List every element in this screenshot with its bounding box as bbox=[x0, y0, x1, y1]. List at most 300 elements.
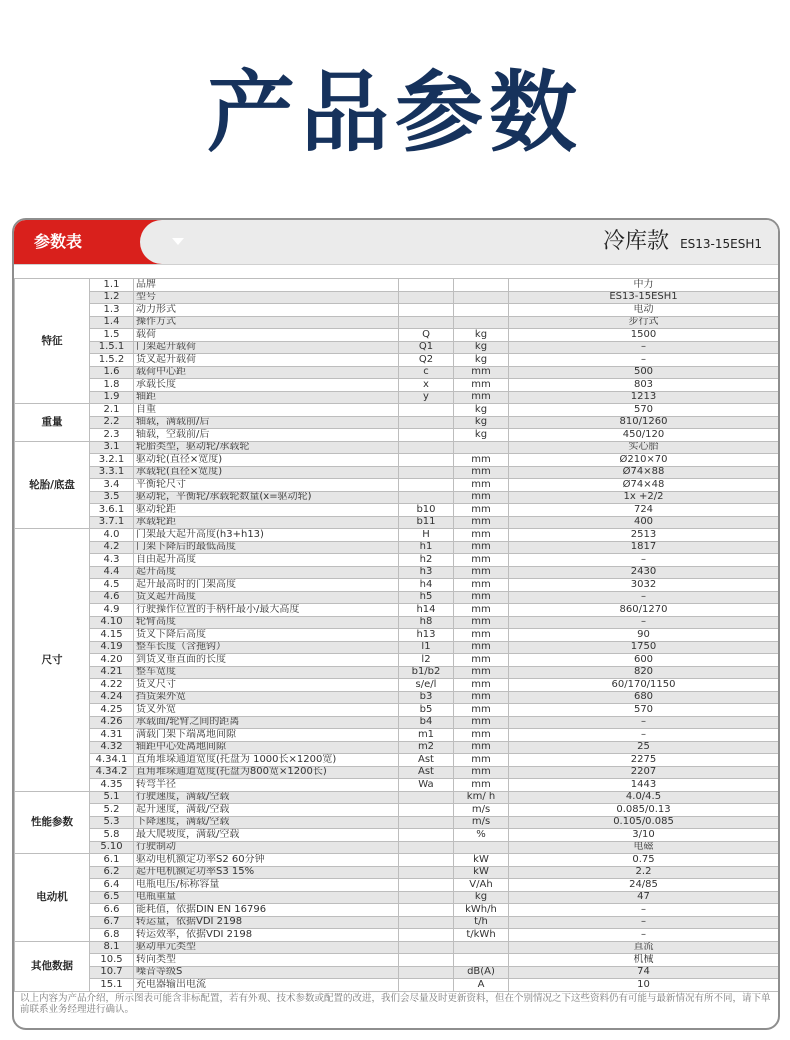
param-name: 转弯半径 bbox=[134, 779, 399, 792]
param-value: – bbox=[509, 341, 779, 354]
row-index: 4.4 bbox=[90, 566, 134, 579]
row-index: 5.3 bbox=[90, 816, 134, 829]
param-name: 最大爬坡度，满载/空载 bbox=[134, 829, 399, 842]
spec-table bbox=[14, 278, 779, 992]
param-name: 整车宽度 bbox=[134, 666, 399, 679]
table-row bbox=[15, 466, 779, 479]
param-unit: kg bbox=[454, 891, 509, 904]
param-value: – bbox=[509, 616, 779, 629]
row-index: 6.2 bbox=[90, 866, 134, 879]
row-index: 4.34.2 bbox=[90, 766, 134, 779]
param-value: – bbox=[509, 554, 779, 567]
row-index: 5.8 bbox=[90, 829, 134, 842]
param-value: 0.75 bbox=[509, 854, 779, 867]
param-symbol bbox=[399, 816, 454, 829]
param-name: 门架最大起升高度(h3+h13) bbox=[134, 529, 399, 542]
table-row bbox=[15, 379, 779, 392]
param-value: 2.2 bbox=[509, 866, 779, 879]
table-row bbox=[15, 854, 779, 867]
row-index: 1.6 bbox=[90, 366, 134, 379]
param-value: 90 bbox=[509, 629, 779, 642]
row-index: 1.5 bbox=[90, 329, 134, 342]
param-name: 门架起升载荷 bbox=[134, 341, 399, 354]
table-row bbox=[15, 279, 779, 292]
param-name: 行驶速度，满载/空载 bbox=[134, 791, 399, 804]
param-name: 型号 bbox=[134, 291, 399, 304]
row-index: 4.20 bbox=[90, 654, 134, 667]
param-value: 电动 bbox=[509, 304, 779, 317]
table-row bbox=[15, 441, 779, 454]
param-symbol bbox=[399, 466, 454, 479]
param-value: 机械 bbox=[509, 954, 779, 967]
row-index: 3.2.1 bbox=[90, 454, 134, 467]
param-unit bbox=[454, 291, 509, 304]
param-unit: kg bbox=[454, 329, 509, 342]
param-unit: mm bbox=[454, 466, 509, 479]
param-unit: mm bbox=[454, 754, 509, 767]
param-value: 60/170/1150 bbox=[509, 679, 779, 692]
row-index: 4.34.1 bbox=[90, 754, 134, 767]
param-name: 载荷中心距 bbox=[134, 366, 399, 379]
param-symbol bbox=[399, 441, 454, 454]
param-symbol: b3 bbox=[399, 691, 454, 704]
table-row bbox=[15, 829, 779, 842]
param-value: 1x +2/2 bbox=[509, 491, 779, 504]
param-name: 载荷 bbox=[134, 329, 399, 342]
param-symbol: Ast bbox=[399, 754, 454, 767]
param-unit bbox=[454, 841, 509, 854]
row-index: 3.1 bbox=[90, 441, 134, 454]
group-label: 其他数据 bbox=[15, 941, 90, 991]
group-label: 性能参数 bbox=[15, 791, 90, 854]
table-row bbox=[15, 404, 779, 417]
param-symbol bbox=[399, 891, 454, 904]
table-row bbox=[15, 416, 779, 429]
table-row bbox=[15, 291, 779, 304]
param-value: 1213 bbox=[509, 391, 779, 404]
row-index: 2.1 bbox=[90, 404, 134, 417]
param-name: 驱动轮(直径×宽度) bbox=[134, 454, 399, 467]
row-index: 1.5.1 bbox=[90, 341, 134, 354]
table-row bbox=[15, 779, 779, 792]
table-row bbox=[15, 904, 779, 917]
group-label: 重量 bbox=[15, 404, 90, 442]
param-name: 起升高度 bbox=[134, 566, 399, 579]
param-value: Ø74×88 bbox=[509, 466, 779, 479]
param-value: 2275 bbox=[509, 754, 779, 767]
table-row bbox=[15, 741, 779, 754]
chevron-down-icon[interactable] bbox=[172, 238, 184, 245]
row-index: 4.10 bbox=[90, 616, 134, 629]
param-name: 行驶操作位置的手柄杆最小/最大高度 bbox=[134, 604, 399, 617]
row-index: 15.1 bbox=[90, 979, 134, 992]
param-symbol: b5 bbox=[399, 704, 454, 717]
param-name: 行驶制动 bbox=[134, 841, 399, 854]
table-row bbox=[15, 816, 779, 829]
row-index: 4.31 bbox=[90, 729, 134, 742]
model-code: ES13-15ESH1 bbox=[680, 237, 762, 251]
param-value: 1750 bbox=[509, 641, 779, 654]
param-value: – bbox=[509, 591, 779, 604]
param-symbol: h3 bbox=[399, 566, 454, 579]
param-unit: mm bbox=[454, 516, 509, 529]
param-name: 驱动轮，平衡轮/承载轮数量(x=驱动轮) bbox=[134, 491, 399, 504]
param-symbol bbox=[399, 416, 454, 429]
param-symbol bbox=[399, 854, 454, 867]
param-symbol bbox=[399, 491, 454, 504]
table-row bbox=[15, 704, 779, 717]
param-unit bbox=[454, 954, 509, 967]
row-index: 4.24 bbox=[90, 691, 134, 704]
param-name: 门架下降后的最低高度 bbox=[134, 541, 399, 554]
row-index: 3.3.1 bbox=[90, 466, 134, 479]
table-row bbox=[15, 554, 779, 567]
param-symbol: Q1 bbox=[399, 341, 454, 354]
param-name: 货叉起升高度 bbox=[134, 591, 399, 604]
param-unit: mm bbox=[454, 641, 509, 654]
table-row bbox=[15, 791, 779, 804]
row-index: 4.0 bbox=[90, 529, 134, 542]
param-symbol bbox=[399, 791, 454, 804]
param-value: 4.0/4.5 bbox=[509, 791, 779, 804]
row-index: 1.1 bbox=[90, 279, 134, 292]
param-symbol: h14 bbox=[399, 604, 454, 617]
table-row bbox=[15, 341, 779, 354]
param-value: 直流 bbox=[509, 941, 779, 954]
table-row bbox=[15, 666, 779, 679]
param-value: 74 bbox=[509, 966, 779, 979]
param-value: 450/120 bbox=[509, 429, 779, 442]
param-unit bbox=[454, 316, 509, 329]
param-name: 转运效率，依据VDI 2198 bbox=[134, 929, 399, 942]
param-unit: m/s bbox=[454, 816, 509, 829]
param-value: 步行式 bbox=[509, 316, 779, 329]
param-unit: kg bbox=[454, 341, 509, 354]
table-row bbox=[15, 691, 779, 704]
row-index: 2.2 bbox=[90, 416, 134, 429]
row-index: 4.5 bbox=[90, 579, 134, 592]
param-unit: mm bbox=[454, 379, 509, 392]
param-name: 货叉外宽 bbox=[134, 704, 399, 717]
param-symbol: b1/b2 bbox=[399, 666, 454, 679]
param-symbol bbox=[399, 929, 454, 942]
param-symbol: Wa bbox=[399, 779, 454, 792]
param-name: 电瓶电压/标称容量 bbox=[134, 879, 399, 892]
param-name: 噪音等级S bbox=[134, 966, 399, 979]
param-name: 整车长度（含拖钩） bbox=[134, 641, 399, 654]
param-unit: mm bbox=[454, 366, 509, 379]
row-index: 4.26 bbox=[90, 716, 134, 729]
param-name: 自重 bbox=[134, 404, 399, 417]
param-value: 400 bbox=[509, 516, 779, 529]
param-symbol: b10 bbox=[399, 504, 454, 517]
row-index: 1.5.2 bbox=[90, 354, 134, 367]
param-value: – bbox=[509, 716, 779, 729]
param-symbol: Q2 bbox=[399, 354, 454, 367]
param-name: 直角堆垛通道宽度(托盘为800宽×1200长) bbox=[134, 766, 399, 779]
row-index: 4.22 bbox=[90, 679, 134, 692]
param-name: 轮胎类型，驱动轮/承载轮 bbox=[134, 441, 399, 454]
param-name: 驱动轮距 bbox=[134, 504, 399, 517]
table-row bbox=[15, 916, 779, 929]
row-index: 4.15 bbox=[90, 629, 134, 642]
param-symbol: h1 bbox=[399, 541, 454, 554]
table-row bbox=[15, 941, 779, 954]
param-value: ES13-15ESH1 bbox=[509, 291, 779, 304]
table-row bbox=[15, 866, 779, 879]
group-label: 尺寸 bbox=[15, 529, 90, 792]
table-row bbox=[15, 579, 779, 592]
table-row bbox=[15, 979, 779, 992]
param-unit: mm bbox=[454, 554, 509, 567]
table-row bbox=[15, 354, 779, 367]
param-symbol bbox=[399, 404, 454, 417]
row-index: 5.1 bbox=[90, 791, 134, 804]
table-row bbox=[15, 966, 779, 979]
table-row bbox=[15, 366, 779, 379]
row-index: 10.5 bbox=[90, 954, 134, 967]
param-unit: mm bbox=[454, 504, 509, 517]
param-symbol: Q bbox=[399, 329, 454, 342]
param-value: 860/1270 bbox=[509, 604, 779, 617]
param-name: 货叉起升载荷 bbox=[134, 354, 399, 367]
group-label: 特征 bbox=[15, 279, 90, 404]
param-unit: kg bbox=[454, 429, 509, 442]
table-row bbox=[15, 716, 779, 729]
param-value: 2513 bbox=[509, 529, 779, 542]
param-name: 轴载，满载前/后 bbox=[134, 416, 399, 429]
table-row bbox=[15, 891, 779, 904]
param-unit: kg bbox=[454, 416, 509, 429]
row-index: 6.6 bbox=[90, 904, 134, 917]
param-symbol: Ast bbox=[399, 766, 454, 779]
param-unit: % bbox=[454, 829, 509, 842]
param-value: 24/85 bbox=[509, 879, 779, 892]
param-symbol: b11 bbox=[399, 516, 454, 529]
param-symbol: h8 bbox=[399, 616, 454, 629]
table-row bbox=[15, 604, 779, 617]
table-row bbox=[15, 954, 779, 967]
param-unit: dB(A) bbox=[454, 966, 509, 979]
param-symbol bbox=[399, 904, 454, 917]
param-value: 电磁 bbox=[509, 841, 779, 854]
row-index: 6.7 bbox=[90, 916, 134, 929]
param-unit: mm bbox=[454, 766, 509, 779]
param-name: 能耗值，依据DIN EN 16796 bbox=[134, 904, 399, 917]
row-index: 10.7 bbox=[90, 966, 134, 979]
param-unit: m/s bbox=[454, 804, 509, 817]
param-unit: mm bbox=[454, 704, 509, 717]
row-index: 5.10 bbox=[90, 841, 134, 854]
param-name: 挡货架外宽 bbox=[134, 691, 399, 704]
param-unit: mm bbox=[454, 591, 509, 604]
param-value: 中力 bbox=[509, 279, 779, 292]
param-name: 转运量，依据VDI 2198 bbox=[134, 916, 399, 929]
table-row bbox=[15, 641, 779, 654]
row-index: 1.2 bbox=[90, 291, 134, 304]
row-index: 3.4 bbox=[90, 479, 134, 492]
row-index: 1.9 bbox=[90, 391, 134, 404]
model-name: 冷库款 bbox=[602, 229, 669, 254]
param-symbol bbox=[399, 804, 454, 817]
param-symbol: s/e/l bbox=[399, 679, 454, 692]
param-value: 570 bbox=[509, 704, 779, 717]
row-index: 1.4 bbox=[90, 316, 134, 329]
param-unit: V/Ah bbox=[454, 879, 509, 892]
table-row bbox=[15, 654, 779, 667]
param-value: – bbox=[509, 916, 779, 929]
param-symbol bbox=[399, 291, 454, 304]
row-index: 1.8 bbox=[90, 379, 134, 392]
row-index: 4.35 bbox=[90, 779, 134, 792]
table-row bbox=[15, 929, 779, 942]
row-index: 4.2 bbox=[90, 541, 134, 554]
param-symbol: c bbox=[399, 366, 454, 379]
param-symbol bbox=[399, 941, 454, 954]
param-symbol bbox=[399, 916, 454, 929]
table-row bbox=[15, 804, 779, 817]
param-name: 轴距 bbox=[134, 391, 399, 404]
param-unit: mm bbox=[454, 716, 509, 729]
param-unit: kW bbox=[454, 866, 509, 879]
param-symbol bbox=[399, 304, 454, 317]
param-symbol bbox=[399, 279, 454, 292]
table-row bbox=[15, 566, 779, 579]
param-unit: t/kWh bbox=[454, 929, 509, 942]
param-name: 轴载，空载前/后 bbox=[134, 429, 399, 442]
param-unit: mm bbox=[454, 454, 509, 467]
param-name: 承载轮(直径×宽度) bbox=[134, 466, 399, 479]
table-row bbox=[15, 491, 779, 504]
param-unit: mm bbox=[454, 566, 509, 579]
param-symbol: l2 bbox=[399, 654, 454, 667]
row-index: 3.6.1 bbox=[90, 504, 134, 517]
param-name: 驱动电机额定功率S2 60分钟 bbox=[134, 854, 399, 867]
param-unit: mm bbox=[454, 729, 509, 742]
param-unit: t/h bbox=[454, 916, 509, 929]
param-value: 680 bbox=[509, 691, 779, 704]
row-index: 4.9 bbox=[90, 604, 134, 617]
row-index: 4.25 bbox=[90, 704, 134, 717]
table-row bbox=[15, 391, 779, 404]
table-row bbox=[15, 679, 779, 692]
param-value: 25 bbox=[509, 741, 779, 754]
param-symbol bbox=[399, 879, 454, 892]
param-unit: mm bbox=[454, 529, 509, 542]
table-row bbox=[15, 529, 779, 542]
param-unit: kg bbox=[454, 354, 509, 367]
table-row bbox=[15, 766, 779, 779]
param-name: 动力形式 bbox=[134, 304, 399, 317]
param-unit bbox=[454, 304, 509, 317]
table-row bbox=[15, 516, 779, 529]
param-name: 承载轮距 bbox=[134, 516, 399, 529]
param-unit: mm bbox=[454, 579, 509, 592]
row-index: 2.3 bbox=[90, 429, 134, 442]
param-name: 起升电机额定功率S3 15% bbox=[134, 866, 399, 879]
param-unit bbox=[454, 941, 509, 954]
param-symbol: b4 bbox=[399, 716, 454, 729]
param-name: 承载面/轮臂之间的距离 bbox=[134, 716, 399, 729]
param-value: 803 bbox=[509, 379, 779, 392]
param-unit: mm bbox=[454, 679, 509, 692]
param-unit: mm bbox=[454, 391, 509, 404]
param-value: Ø74×48 bbox=[509, 479, 779, 492]
param-symbol bbox=[399, 841, 454, 854]
param-value: 500 bbox=[509, 366, 779, 379]
param-symbol: l1 bbox=[399, 641, 454, 654]
param-symbol: h13 bbox=[399, 629, 454, 642]
table-row bbox=[15, 479, 779, 492]
param-unit: mm bbox=[454, 616, 509, 629]
param-value: 47 bbox=[509, 891, 779, 904]
param-name: 操作方式 bbox=[134, 316, 399, 329]
table-row bbox=[15, 841, 779, 854]
param-unit: mm bbox=[454, 779, 509, 792]
param-unit: mm bbox=[454, 629, 509, 642]
param-symbol: H bbox=[399, 529, 454, 542]
param-unit: mm bbox=[454, 741, 509, 754]
table-row bbox=[15, 541, 779, 554]
param-name: 起升速度，满载/空载 bbox=[134, 804, 399, 817]
param-symbol bbox=[399, 479, 454, 492]
param-value: 2430 bbox=[509, 566, 779, 579]
spec-table-label: 参数表 bbox=[34, 232, 83, 251]
param-value: – bbox=[509, 729, 779, 742]
row-index: 6.5 bbox=[90, 891, 134, 904]
spec-panel bbox=[12, 218, 780, 1030]
param-symbol bbox=[399, 829, 454, 842]
param-symbol: h2 bbox=[399, 554, 454, 567]
param-value: 2207 bbox=[509, 766, 779, 779]
param-unit: km/ h bbox=[454, 791, 509, 804]
param-unit: kW bbox=[454, 854, 509, 867]
param-unit: mm bbox=[454, 604, 509, 617]
param-name: 轴距中心处离地间隙 bbox=[134, 741, 399, 754]
table-row bbox=[15, 454, 779, 467]
param-value: – bbox=[509, 354, 779, 367]
page-title: 产品参数 bbox=[206, 61, 583, 164]
param-value: Ø210×70 bbox=[509, 454, 779, 467]
param-name: 货叉下降后高度 bbox=[134, 629, 399, 642]
param-symbol bbox=[399, 316, 454, 329]
param-name: 自由起升高度 bbox=[134, 554, 399, 567]
row-index: 8.1 bbox=[90, 941, 134, 954]
row-index: 4.19 bbox=[90, 641, 134, 654]
row-index: 6.1 bbox=[90, 854, 134, 867]
param-name: 平衡轮尺寸 bbox=[134, 479, 399, 492]
row-index: 4.32 bbox=[90, 741, 134, 754]
table-row bbox=[15, 329, 779, 342]
param-unit bbox=[454, 441, 509, 454]
param-symbol bbox=[399, 966, 454, 979]
table-row bbox=[15, 616, 779, 629]
spec-table-body bbox=[15, 279, 779, 992]
param-name: 电瓶重量 bbox=[134, 891, 399, 904]
param-value: 0.105/0.085 bbox=[509, 816, 779, 829]
table-row bbox=[15, 591, 779, 604]
footnote: 以上内容为产品介绍，所示图表可能含非标配置，若有外观、技术参数或配置的改进，我们会尽量及时更新资料，但在个别情况之下这些资料仍有可能与最新情况有所不同，请下单前联系业务经理进行确认。 bbox=[20, 993, 771, 1015]
param-unit: kg bbox=[454, 404, 509, 417]
param-value: 810/1260 bbox=[509, 416, 779, 429]
param-symbol bbox=[399, 866, 454, 879]
param-value: 1817 bbox=[509, 541, 779, 554]
param-symbol bbox=[399, 954, 454, 967]
spec-header bbox=[14, 220, 778, 265]
param-value: 600 bbox=[509, 654, 779, 667]
row-index: 4.21 bbox=[90, 666, 134, 679]
table-row bbox=[15, 316, 779, 329]
